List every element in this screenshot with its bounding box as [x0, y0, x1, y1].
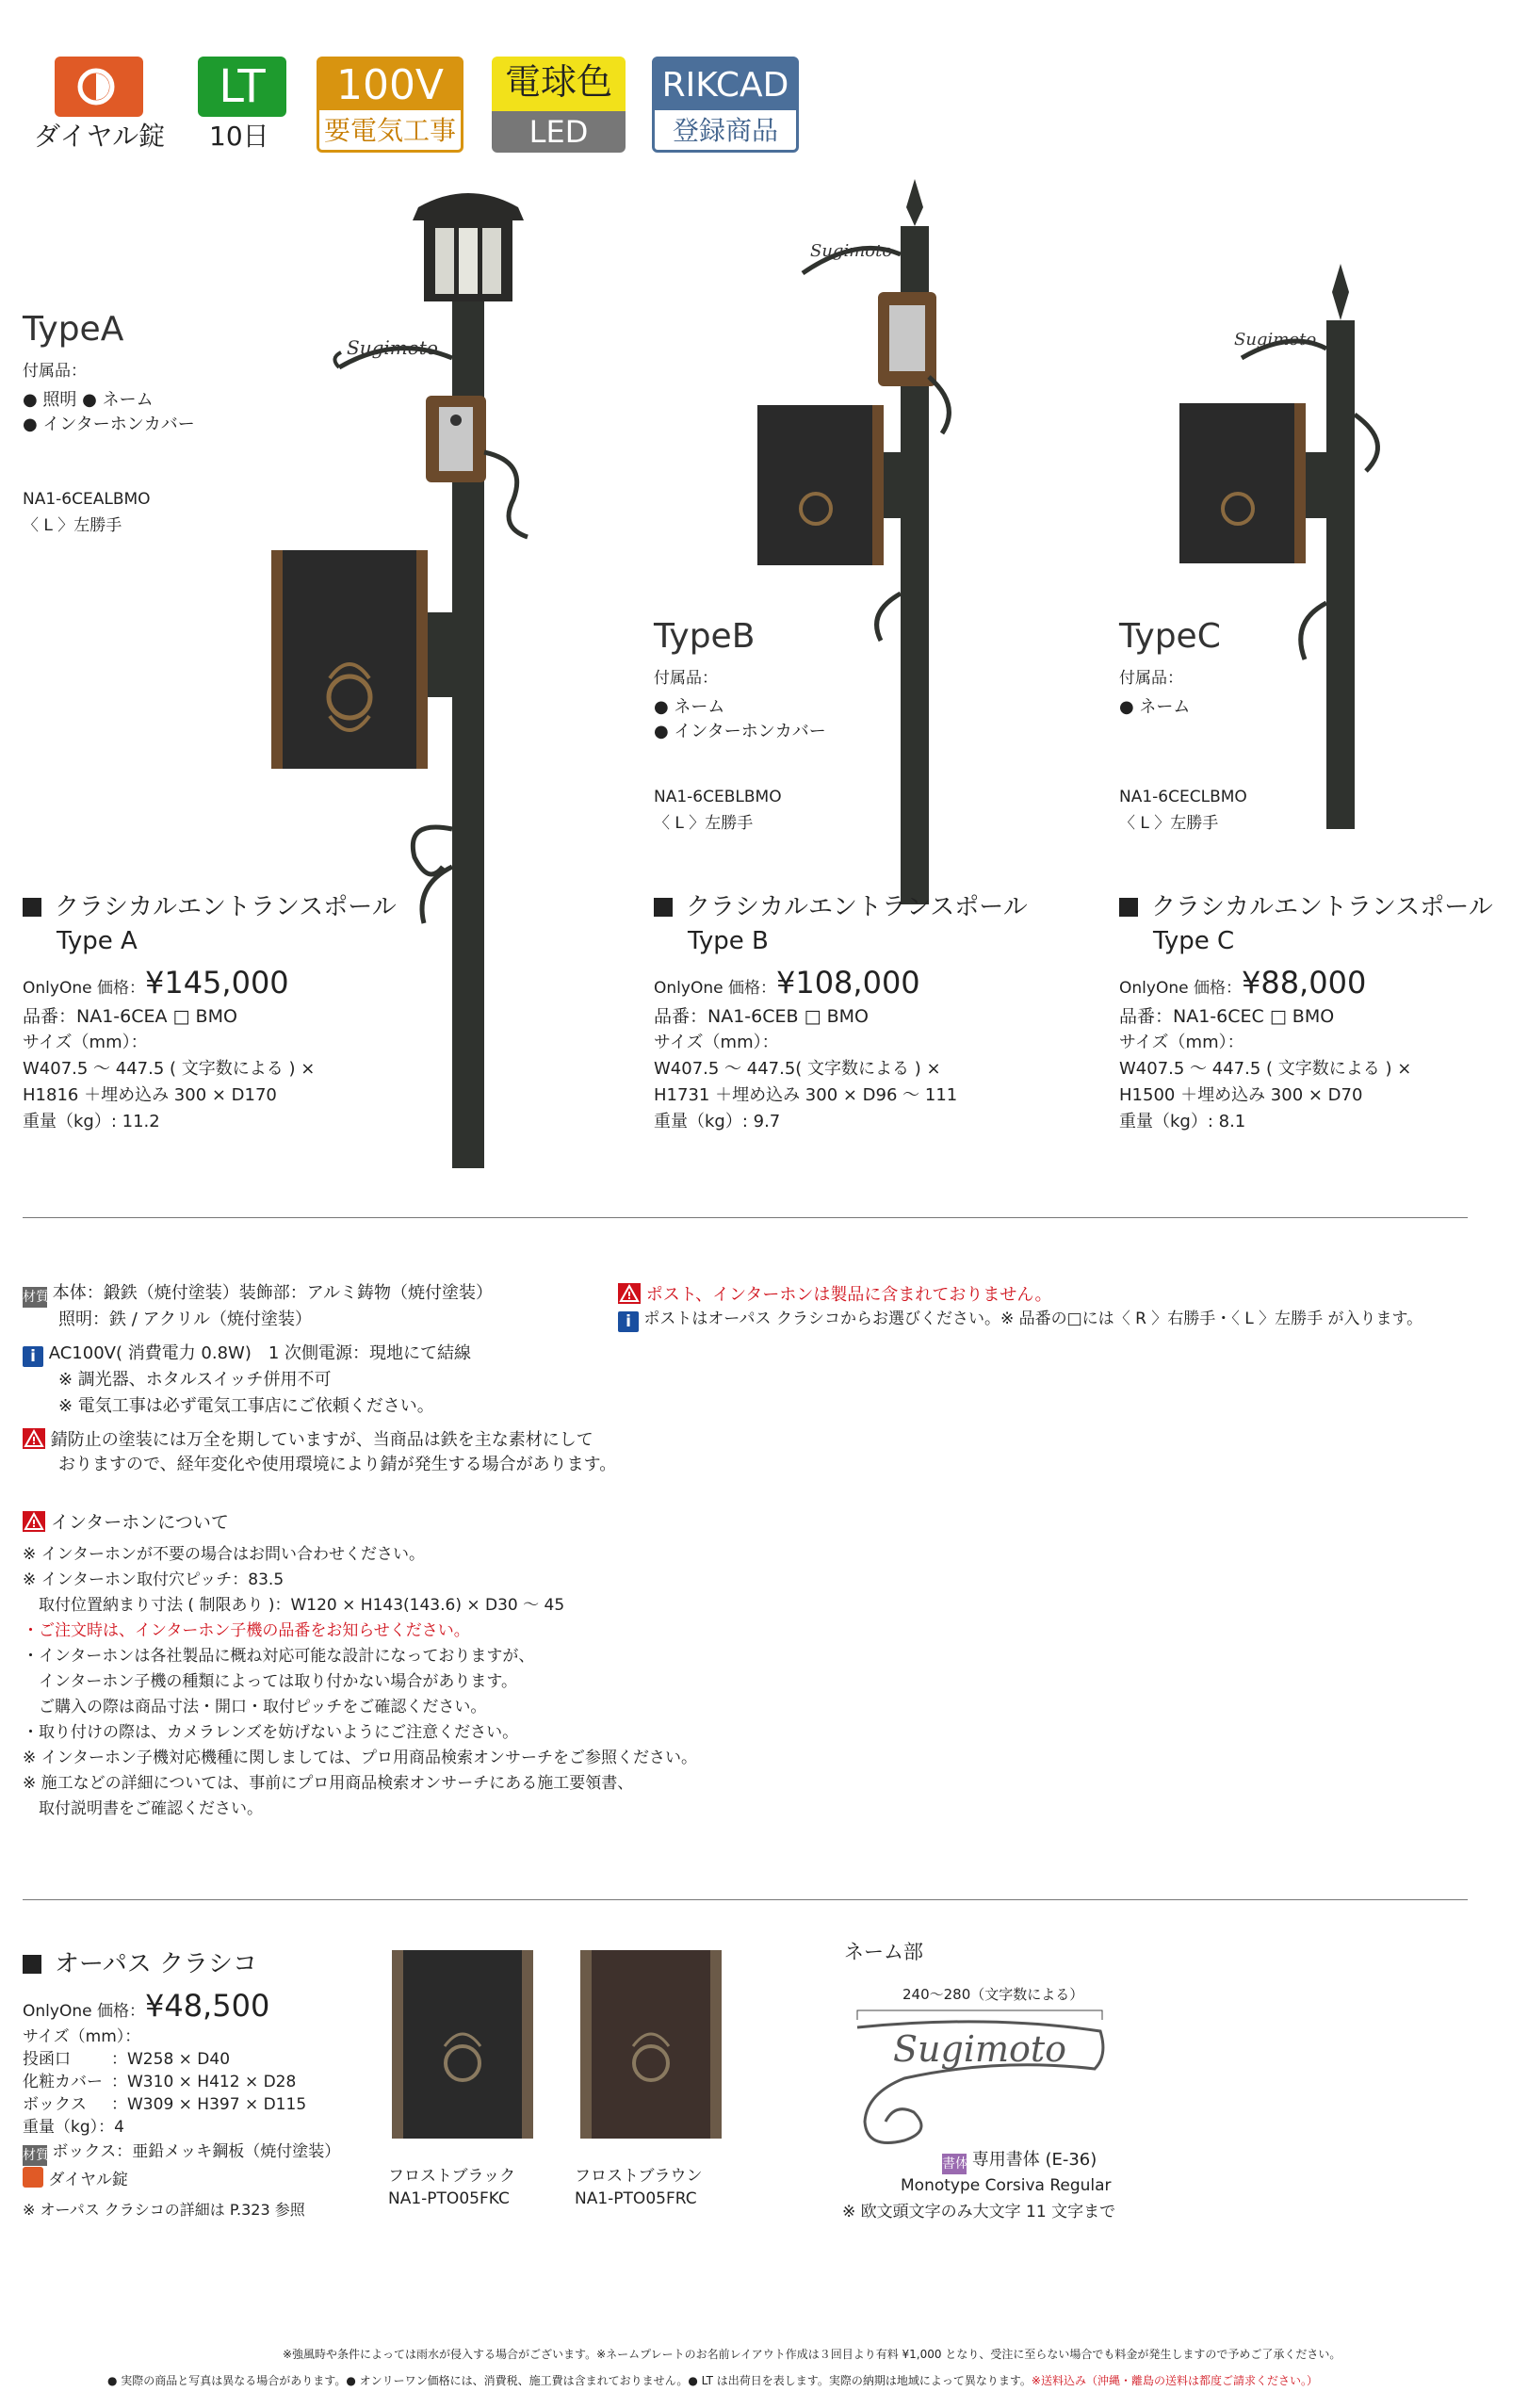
type-b-pole-image — [757, 179, 949, 904]
type-c-size-2: H1500 ＋埋め込み 300 × D70 — [1119, 1085, 1363, 1105]
type-a-name: TypeA — [23, 310, 124, 349]
material-icon: 材質 — [23, 1287, 47, 1308]
mailbox-brown-name: フロストブラウン — [575, 2167, 703, 2186]
divider-2 — [23, 1899, 1468, 1900]
power-note-2: ※ 調光器、ホタルスイッチ併用不可 — [58, 1370, 332, 1390]
intercom-heading: インターホンについて — [23, 1511, 229, 1534]
power-note-1: i AC100V( 消費電力 0.8W) 1 次側電源：現地にて結線 — [23, 1343, 471, 1367]
type-a-pole-image — [271, 193, 528, 1168]
name-part-font-label: 書体 専用書体 (E-36) — [942, 2150, 1097, 2174]
name-part-title: ネーム部 — [844, 1941, 923, 1963]
intercom-note-line: ※ 施工などの詳細については、事前にプロ用商品検索オンサーチにある施工要領書、 — [23, 1774, 634, 1793]
type-b-acc-2: ● インターホンカバー — [654, 722, 826, 741]
type-a-acc-1: ● 照明 ● ネーム — [23, 390, 154, 410]
footer-line-1: ※強風時や条件によっては雨水が侵入する場合がございます。※ネームプレートのお名前レイアウト作成は３回目より有料 ¥1,000 となり、受注に至らない場合でも料金が発生しますので予めご了承ください。 — [283, 2348, 1341, 2361]
material-icon: 材質 — [23, 2145, 47, 2166]
dial-lock-label: ダイヤル錠 — [34, 121, 166, 152]
mailbox-images — [377, 1941, 735, 2157]
opus-spec-1: 投函口 ：W258 × D40 — [23, 2050, 231, 2069]
warning-icon — [23, 1428, 45, 1449]
type-b-price-row: OnlyOne 価格：¥108,000 — [654, 965, 920, 1001]
type-b-partno: 品番：NA1-6CEB □ BMO — [654, 1006, 869, 1027]
dial-lock-icon — [23, 2167, 43, 2188]
type-c-subtitle: Type C — [1153, 927, 1235, 955]
type-c-price-row: OnlyOne 価格：¥88,000 — [1119, 965, 1367, 1001]
dial-lock-badge — [55, 57, 143, 117]
intercom-note-line: インターホン子機の種類によっては取り付かない場合があります。 — [23, 1672, 517, 1691]
rikcad-badge-label: 登録商品 — [672, 115, 778, 146]
divider-1 — [23, 1217, 1468, 1218]
type-c-size-1: W407.5 ～ 447.5 ( 文字数による ) × — [1119, 1059, 1412, 1079]
type-b-size-label: サイズ（mm）： — [654, 1033, 779, 1052]
name-part-dim: 240～280（文字数による） — [902, 1986, 1084, 2003]
rikcad-badge — [652, 57, 799, 153]
type-c-acc-label: 付属品： — [1119, 669, 1183, 688]
type-c-name: TypeC — [1119, 617, 1221, 656]
rikcad-badge-top: RIKCAD — [661, 66, 789, 105]
type-c-pole-name: Sugimoto — [1234, 330, 1317, 350]
opus-ref: ※ オーパス クラシコの詳細は P.323 参照 — [23, 2201, 305, 2219]
type-c-title: クラシカルエントランスポール — [1119, 893, 1493, 922]
type-c-hand: 〈 L 〉左勝手 — [1119, 814, 1219, 833]
material-note-1: 材質 本体：鍛鉄（焼付塗装）装飾部：アルミ鋳物（焼付塗装） — [23, 1283, 493, 1308]
rust-note-1: 錆防止の塗装には万全を期していますが、当商品は鉄を主な素材にして — [23, 1428, 593, 1451]
type-c-code: NA1-6CECLBMO — [1119, 788, 1247, 806]
opus-lock: ダイヤル錠 — [23, 2167, 128, 2189]
type-c-acc-1: ● ネーム — [1119, 697, 1191, 717]
font-icon: 書体 — [942, 2154, 967, 2174]
intercom-note-line: ※ インターホン子機対応機種に関しましては、プロ用商品検索オンサーチをご参照ください。 — [23, 1749, 697, 1767]
led-badge-label: LED — [528, 114, 589, 150]
lt-badge — [198, 57, 286, 117]
led-badge — [492, 57, 626, 153]
type-a-pole-name: Sugimoto — [347, 336, 438, 359]
type-a-price-row: OnlyOne 価格：¥145,000 — [23, 965, 289, 1001]
type-a-title: クラシカルエントランスポール — [23, 893, 397, 922]
lt-badge-label: 10日 — [209, 121, 269, 152]
rust-note-2: おりますので、経年変化や使用環境により錆が発生する場合があります。 — [58, 1455, 617, 1474]
type-b-acc-label: 付属品： — [654, 669, 718, 688]
type-b-size-1: W407.5 ～ 447.5( 文字数による ) × — [654, 1059, 941, 1079]
info-icon: i — [23, 1346, 43, 1367]
mailbox-black-name: フロストブラック — [388, 2167, 516, 2186]
type-c-partno: 品番：NA1-6CEC □ BMO — [1119, 1006, 1335, 1027]
name-plate-sample: Sugimoto — [893, 2028, 1067, 2070]
type-b-acc-1: ● ネーム — [654, 697, 725, 717]
type-b-name: TypeB — [654, 617, 756, 656]
type-a-acc-label: 付属品： — [23, 362, 87, 381]
footer-line-2: ● 実際の商品と写真は異なる場合があります。● オンリーワン価格には、消費税、施工費は含まれておりません。● LT は出荷日を表します。実際の納期は地域によって異なります。※送料込み（沖縄・離島の送料は都度ご請求ください。） — [107, 2374, 1318, 2387]
warning-icon — [618, 1283, 641, 1304]
opus-title: オーパス クラシコ — [23, 1950, 257, 1979]
mailbox-black-code: NA1-PTO05FKC — [388, 2189, 510, 2208]
intercom-note-line: ご購入の際は商品寸法・開口・取付ピッチをご確認ください。 — [23, 1698, 487, 1717]
type-b-weight: 重量（kg）: 9.7 — [654, 1112, 781, 1131]
intercom-note-line: ※ インターホン取付穴ピッチ：83.5 — [23, 1570, 284, 1589]
material-note-2: 照明：鉄 / アクリル（焼付塗装） — [58, 1310, 312, 1329]
intercom-note-line: ・インターホンは各社製品に概ね対応可能な設計になっておりますが、 — [23, 1647, 535, 1666]
type-b-hand: 〈 L 〉左勝手 — [654, 814, 754, 833]
opus-size-label: サイズ（mm）： — [23, 2027, 141, 2046]
mailbox-frost-brown-image — [580, 1950, 722, 2139]
intercom-note-line: ※ インターホンが不要の場合はお問い合わせください。 — [23, 1545, 425, 1564]
info-icon: i — [618, 1311, 639, 1332]
mailbox-brown-code: NA1-PTO05FRC — [575, 2189, 697, 2208]
right-info-note: i ポストはオーパス クラシコからお選びください。※ 品番の□には〈 R 〉右勝手・〈 L 〉左勝手 が入ります。 — [618, 1310, 1422, 1332]
type-b-code: NA1-6CEBLBMO — [654, 788, 782, 806]
type-c-weight: 重量（kg）: 8.1 — [1119, 1112, 1246, 1131]
intercom-note-line: ・取り付けの際は、カメラレンズを妨げないようにご注意ください。 — [23, 1723, 519, 1742]
type-a-acc-2: ● インターホンカバー — [23, 415, 195, 434]
type-a-size-2: H1816 ＋埋め込み 300 × D170 — [23, 1085, 277, 1105]
type-a-size-1: W407.5 ～ 447.5 ( 文字数による ) × — [23, 1059, 316, 1079]
electric-badge-top: 100V — [335, 61, 445, 109]
type-c-size-label: サイズ（mm）： — [1119, 1033, 1244, 1052]
name-part-font-name: Monotype Corsiva Regular — [901, 2176, 1112, 2195]
type-b-pole-name: Sugimoto — [810, 241, 893, 261]
intercom-note-line: ・ご注文時は、インターホン子機の品番をお知らせください。 — [23, 1621, 470, 1640]
intercom-note-line: 取付位置納まり寸法 ( 制限あり )：W120 × H143(143.6) × D30 ～ 45 — [23, 1596, 565, 1615]
type-a-weight: 重量（kg）: 11.2 — [23, 1112, 160, 1131]
opus-spec-3: ボックス ：W309 × H397 × D115 — [23, 2095, 307, 2114]
type-c-pole-image — [1179, 264, 1378, 829]
type-b-size-2: H1731 ＋埋め込み 300 × D96 ～ 111 — [654, 1085, 958, 1105]
name-part-note: ※ 欧文頭文字のみ大文字 11 文字まで — [842, 2203, 1116, 2221]
warning-icon — [23, 1511, 45, 1532]
opus-price-row: OnlyOne 価格：¥48,500 — [23, 1988, 270, 2024]
opus-weight: 重量（kg）：4 — [23, 2118, 124, 2137]
opus-material: 材質 ボックス：亜鉛メッキ鋼板（焼付塗装） — [23, 2142, 340, 2166]
type-a-size-label: サイズ（mm）： — [23, 1033, 148, 1052]
name-plate-image — [848, 2009, 1112, 2169]
power-note-3: ※ 電気工事は必ず電気工事店にご依頼ください。 — [58, 1396, 434, 1416]
lt-badge-top: LT — [219, 60, 266, 113]
opus-spec-2: 化粧カバー ：W310 × H412 × D28 — [23, 2073, 297, 2091]
electric-badge-label: 要電気工事 — [323, 115, 456, 146]
right-warning-note: ポスト、インターホンは製品に含まれておりません。 — [618, 1283, 1051, 1306]
type-a-code: NA1-6CEALBMO — [23, 490, 151, 509]
type-a-hand: 〈 L 〉左勝手 — [23, 516, 122, 535]
led-badge-top: 電球色 — [504, 61, 612, 103]
type-a-partno: 品番：NA1-6CEA □ BMO — [23, 1006, 237, 1027]
electric-badge — [317, 57, 463, 153]
mailbox-frost-black-image — [392, 1950, 533, 2139]
type-a-subtitle: Type A — [57, 927, 138, 955]
dial-lock-icon — [55, 57, 143, 117]
intercom-note-line: 取付説明書をご確認ください。 — [23, 1799, 263, 1818]
type-b-subtitle: Type B — [688, 927, 769, 955]
type-b-title: クラシカルエントランスポール — [654, 893, 1028, 922]
